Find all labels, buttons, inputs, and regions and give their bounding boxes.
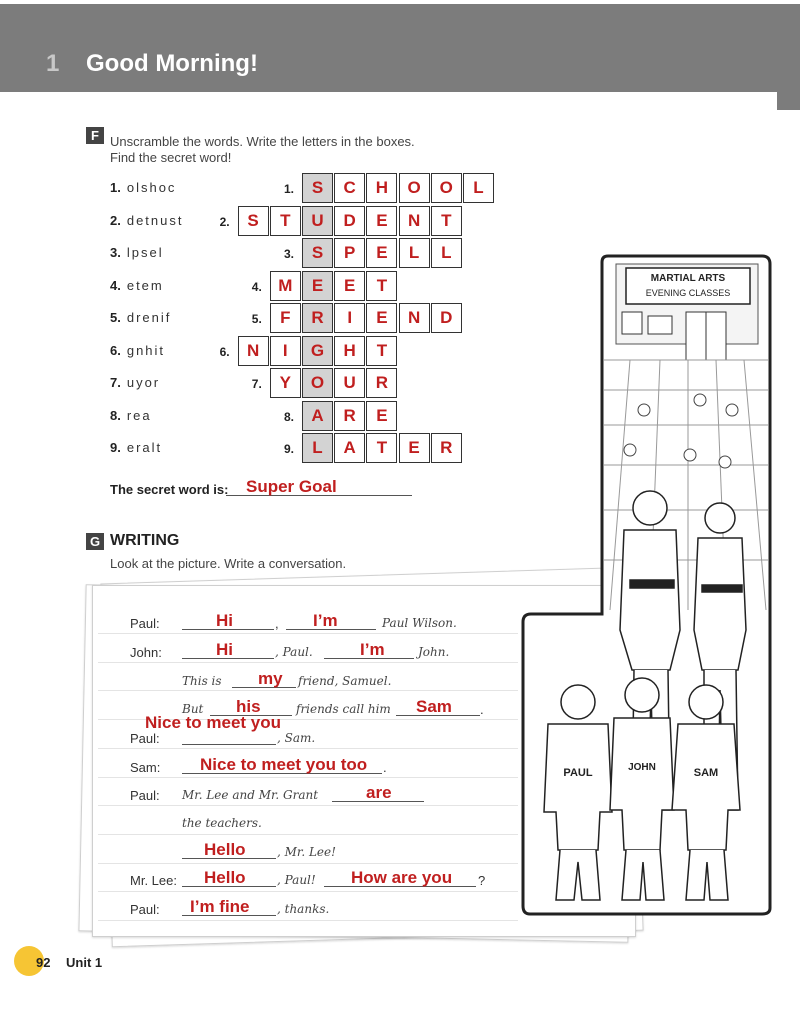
cell-letter: T [280, 211, 291, 230]
cell-letter: O [439, 178, 453, 197]
ruled-line [98, 748, 518, 749]
letter-cell[interactable] [334, 238, 365, 268]
letter-cell[interactable] [399, 206, 430, 236]
letter-cell[interactable] [334, 433, 365, 463]
letter-cell[interactable] [366, 336, 397, 366]
footer-unit: Unit 1 [66, 955, 103, 970]
speaker-paul: Paul: [130, 616, 160, 631]
letter-cell[interactable] [270, 206, 301, 236]
answer-hello-2: Hello [204, 868, 246, 887]
clue-letters: rea [126, 407, 152, 423]
letter-cell[interactable] [270, 368, 301, 398]
secret-letter-cell[interactable] [302, 271, 333, 301]
letter-cell[interactable] [334, 303, 365, 333]
letter-cell[interactable] [366, 173, 397, 203]
cell-letter: H [375, 178, 389, 197]
clue-letters: etem [126, 277, 164, 293]
cell-letter: U [311, 211, 324, 230]
letter-cell[interactable] [334, 401, 365, 431]
clue-number: 3. [110, 245, 121, 260]
printed-mr-lee: , Mr. Lee! [277, 845, 336, 859]
clue-letters: eralt [126, 440, 163, 455]
section-g-instruction: Look at the picture. Write a conversation. [110, 556, 347, 571]
clue-number: 6. [110, 342, 121, 358]
cell-letter: L [473, 178, 484, 197]
clue-letters: olshoc [126, 180, 177, 195]
letter-cell[interactable] [366, 368, 397, 398]
clue-number: 5. [110, 310, 121, 325]
cell-letter: O [407, 178, 421, 197]
puzzle-row-number: 5. [251, 312, 262, 326]
scrambled-clue [110, 213, 184, 228]
speaker-paul-4: Paul: [130, 902, 160, 917]
scrambled-clue [110, 408, 152, 423]
answer-hi: Hi [216, 611, 233, 630]
printed-the-teachers: the teachers. [182, 816, 262, 830]
answer-are: are [366, 783, 392, 802]
cell-letter: L [441, 243, 452, 262]
speaker-mr-lee: Mr. Lee: [130, 873, 177, 888]
cell-letter: E [376, 243, 388, 262]
cell-letter: P [344, 243, 356, 262]
cell-letter: L [312, 438, 323, 457]
printed-friend-samuel: friend, Samuel. [298, 674, 392, 688]
ruled-line [98, 920, 518, 921]
clue-letters: uyor [126, 375, 161, 390]
cell-letter: D [343, 211, 356, 230]
blank-line [182, 743, 276, 745]
letter-cell[interactable] [238, 206, 269, 236]
period: . [383, 760, 387, 775]
secret-letter-cell[interactable] [302, 433, 333, 463]
comma: , [275, 616, 279, 631]
letter-cell[interactable] [431, 433, 462, 463]
printed-paul-excl: , Paul! [277, 873, 316, 887]
cell-letter: T [376, 438, 388, 457]
letter-cell[interactable] [366, 303, 397, 333]
letter-cell[interactable] [270, 336, 301, 366]
cell-letter: O [310, 373, 325, 392]
ruled-line [98, 805, 518, 806]
sign-line-1: MARTIAL ARTS [650, 273, 726, 284]
letter-cell[interactable] [270, 303, 301, 333]
letter-cell[interactable] [334, 173, 365, 203]
printed-john: John. [418, 645, 450, 659]
printed-paul-wilson: Paul Wilson. [382, 616, 457, 630]
ruled-line [98, 834, 518, 835]
secret-letter-cell[interactable] [302, 401, 333, 431]
letter-cell[interactable] [270, 271, 301, 301]
cell-letter: U [343, 373, 356, 392]
letter-cell[interactable] [399, 433, 430, 463]
printed-comma-paul: , Paul. [275, 645, 313, 659]
ruled-line [98, 690, 518, 691]
cell-letter: L [408, 243, 420, 262]
answer-sam: Sam [416, 697, 452, 716]
cell-letter: N [246, 341, 260, 360]
cell-letter: T [376, 276, 388, 295]
cell-letter: H [343, 341, 356, 360]
cell-letter: N [407, 211, 421, 230]
cell-letter: Y [279, 373, 291, 392]
cell-letter: T [441, 211, 452, 230]
letter-cell[interactable] [431, 206, 462, 236]
letter-cell[interactable] [431, 238, 462, 268]
section-f-instruction-2: Find the secret word! [110, 150, 232, 165]
cell-letter: M [278, 276, 293, 295]
section-f-instruction-1: Unscramble the words. Write the letters in the boxes. [110, 134, 415, 149]
cell-letter: A [343, 438, 356, 457]
puzzle-row-number: 2. [219, 215, 230, 229]
letter-cell[interactable] [334, 368, 365, 398]
cell-letter: S [311, 178, 324, 197]
cell-letter: E [344, 276, 356, 295]
cell-letter: D [440, 308, 453, 327]
letter-cell[interactable] [399, 173, 430, 203]
puzzle-row-number: 7. [251, 377, 262, 391]
letter-cell[interactable] [334, 271, 365, 301]
printed-comma-sam: , Sam. [277, 731, 316, 745]
ruled-line [98, 777, 518, 778]
speaker-paul-3: Paul: [130, 788, 160, 803]
period: . [480, 702, 484, 717]
cell-letter: A [311, 406, 324, 425]
scrambled-clue [110, 245, 164, 260]
sign-line-2: EVENING CLASSES [645, 288, 731, 298]
header-tab [777, 88, 800, 110]
letter-cell[interactable] [366, 206, 397, 236]
cell-letter: S [311, 243, 324, 262]
letter-cell[interactable] [366, 433, 397, 463]
secret-letter-cell[interactable] [302, 303, 333, 333]
puzzle-row-number: 8. [284, 410, 295, 424]
letter-cell[interactable] [399, 303, 430, 333]
cell-letter: E [376, 406, 388, 425]
secret-letter-cell[interactable] [302, 173, 333, 203]
section-f-badge: F [86, 127, 104, 144]
letter-cell[interactable] [399, 238, 430, 268]
letter-cell[interactable] [366, 238, 397, 268]
letter-cell[interactable] [431, 303, 462, 333]
section-g-heading: WRITING [110, 532, 180, 549]
puzzle-row-number: 4. [251, 280, 262, 294]
header-band [0, 4, 800, 92]
printed-thanks: , thanks. [277, 902, 330, 916]
speaker-john: John: [130, 645, 162, 660]
clue-letters: drenif [126, 310, 172, 325]
answer-nice-to-meet-you: Nice to meet you [145, 713, 282, 732]
letter-cell[interactable] [431, 173, 462, 203]
puzzle-row-number: 9. [284, 442, 295, 456]
clue-number: 2. [110, 212, 121, 228]
answer-hello: Hello [204, 840, 246, 859]
letter-cell[interactable] [366, 401, 397, 431]
scrambled-clue [110, 310, 171, 325]
clue-number: 8. [110, 407, 121, 423]
clue-number: 9. [110, 440, 121, 455]
puzzle-row-number: 3. [284, 247, 295, 261]
ruled-line [98, 633, 518, 634]
puzzle-row-number: 1. [284, 182, 295, 196]
letter-cell[interactable] [334, 336, 365, 366]
section-g-badge: G [86, 533, 104, 550]
secret-letter-cell[interactable] [302, 336, 333, 366]
letter-cell[interactable] [238, 336, 269, 366]
ruled-line [98, 891, 518, 892]
shirt-label-paul: PAUL [563, 767, 593, 779]
printed-but: But [182, 702, 204, 716]
scrambled-clue [110, 180, 176, 195]
page-number: 92 [36, 955, 51, 970]
speaker-paul-2: Paul: [130, 731, 160, 746]
answer-nice-to-meet-you-too: Nice to meet you too [200, 755, 368, 774]
cell-letter: E [376, 211, 388, 230]
cell-letter: E [408, 438, 420, 457]
answer-hi-2: Hi [216, 640, 233, 659]
secret-word-answer: Super Goal [246, 477, 337, 496]
clue-number: 7. [110, 375, 121, 390]
scrambled-clue [110, 440, 162, 455]
cell-letter: R [343, 406, 356, 425]
clue-letters: lpsel [126, 245, 164, 260]
cell-letter: E [311, 276, 324, 295]
answer-im: I’m [313, 611, 338, 630]
cell-letter: E [376, 308, 388, 327]
answer-how-are-you: How are you [351, 868, 453, 887]
answer-im-2: I’m [360, 640, 385, 659]
letter-cell[interactable] [334, 206, 365, 236]
cell-letter: C [343, 178, 356, 197]
puzzle-row-number: 6. [219, 345, 230, 359]
unit-number: 1 [46, 50, 60, 77]
secret-word-label: The secret word is: [110, 482, 229, 497]
secret-letter-cell[interactable] [302, 368, 333, 398]
answer-his: his [236, 697, 261, 716]
answer-im-fine: I’m fine [190, 897, 250, 916]
printed-mr-lee-grant: Mr. Lee and Mr. Grant [182, 788, 319, 802]
printed-this-is: This is [182, 674, 222, 688]
secret-letter-cell[interactable] [302, 238, 333, 268]
cell-letter: R [440, 438, 453, 457]
cell-letter: F [280, 308, 291, 327]
ruled-line [98, 863, 518, 864]
clue-letters: detnust [126, 212, 184, 228]
cell-letter: G [310, 341, 325, 360]
ruled-line [98, 662, 518, 663]
cell-letter: R [311, 308, 324, 327]
answer-my: my [258, 669, 283, 688]
clue-number: 1. [110, 180, 121, 195]
printed-question-mark: ? [478, 873, 486, 888]
page-header [0, 0, 800, 100]
shirt-label-sam: SAM [693, 767, 719, 779]
cell-letter: I [347, 308, 353, 327]
shirt-label-john: JOHN [628, 762, 656, 773]
cell-letter: T [376, 341, 388, 360]
clue-letters: gnhit [126, 342, 166, 358]
scrambled-clue [110, 343, 165, 358]
printed-friends-call-him: friends call him [296, 702, 391, 716]
scrambled-clue [110, 278, 164, 293]
unit-title: Good Morning! [86, 50, 258, 77]
scrambled-clue [110, 375, 160, 390]
clue-number: 4. [110, 277, 121, 293]
secret-letter-cell[interactable] [302, 206, 333, 236]
cell-letter: N [407, 308, 421, 327]
martial-arts-illustration [520, 250, 772, 916]
speaker-sam: Sam: [130, 760, 161, 775]
cell-letter: S [247, 211, 259, 230]
letter-cell[interactable] [366, 271, 397, 301]
cell-letter: R [375, 373, 389, 392]
letter-cell[interactable] [463, 173, 494, 203]
cell-letter: I [282, 341, 288, 360]
